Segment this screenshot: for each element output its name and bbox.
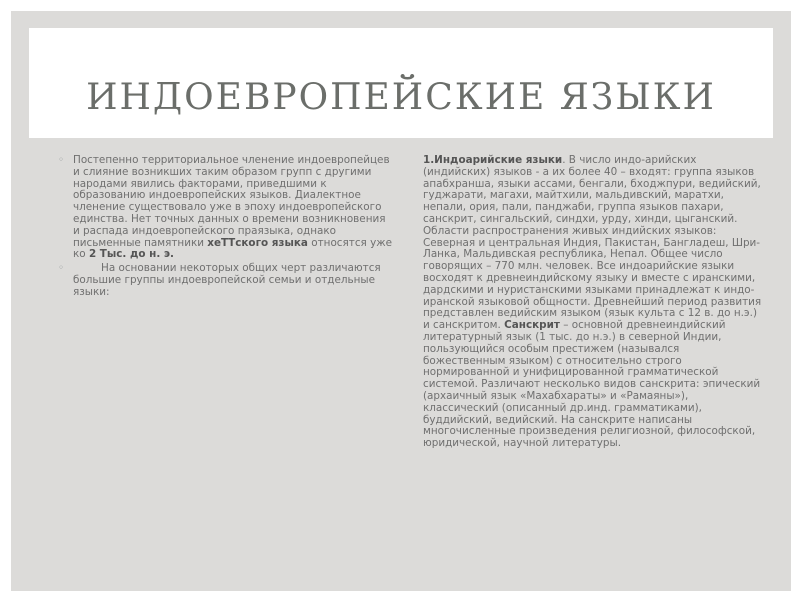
- title-bar: [29, 28, 773, 138]
- bullet-icon: ◦: [58, 262, 65, 275]
- paragraph-text: На основании некоторых общих черт различаются большие группы индоевропейской семьи и отдельные языки:: [73, 262, 381, 298]
- bold-term: Санскрит: [504, 319, 560, 332]
- slide-title: ИНДОЕВРОПЕЙСКИЕ ЯЗЫКИ: [86, 77, 716, 118]
- right-column: [423, 155, 763, 450]
- bullet-item: [58, 263, 394, 298]
- bold-term: хеТТского языка: [207, 236, 308, 249]
- bullet-item: [58, 155, 394, 261]
- paragraph-text: – основной древнеиндийский литературный язык (1 тыс. до н.э.) в северной Индии, пользующийся особым престижем (назывался божественным языком) с относительно строго нормированной и унифицированной грамматической системой. Различают несколько видов санскрита: эпический (архаичный язык «Махабхараты» и «Рамаяны»), классический (описанный др.инд. грамматиками), буддийский, ведийский. На санскрите написаны многочисленные произведения религиозной, философской, юридической, научной литературы.: [423, 319, 761, 450]
- paragraph-text: относятся уже ко: [73, 236, 392, 261]
- paragraph-text: Постепенно территориальное членение индоевропейцев и слияние возникших таким образом групп с другими народами явились факторами, приведшими к образованию индоевропейских языков. Диалектное членение существовало уже в эпоху индоевропейского единства. Нет точных данных о времени возникновения и распада индоевропейского праязыка, однако письменные памятники: [73, 154, 390, 249]
- bold-term: 1.Индоарийские языки: [423, 154, 563, 166]
- bold-date: 2 Тыс. до н. э.: [88, 248, 174, 261]
- left-column: [58, 155, 394, 301]
- slide: [11, 11, 791, 591]
- paragraph-text: . В число индо-арийских (индийских) языков - а их более 40 – входят: группа языков апабхранша, языки ассами, бенгали, бходжпури, ведийский, гуджарати, магахи, майтхили, мальдивский, маратхи, непали, ория, пали, панджаби, группа языков пахари, санскрит, сингальский, синдхи, урду, хинди, цыганский. Области распространения живых индийских языков: Северная и центральная Индия, Пакистан, Бангладеш, Шри-Ланка, Мальдивская республика, Непал. Общее число говорящих – 770 млн. человек. Все индоарийские языки восходят к древнеиндийскому языку и вместе с иранскими, дардскими и нуристанскими языками принадлежат к индо-иранской языковой общности. Древнейший период развития представлен ведийским языком (язык культа с 12 в. до н.э.) и санскритом.: [423, 154, 762, 332]
- bullet-icon: ◦: [58, 154, 65, 166]
